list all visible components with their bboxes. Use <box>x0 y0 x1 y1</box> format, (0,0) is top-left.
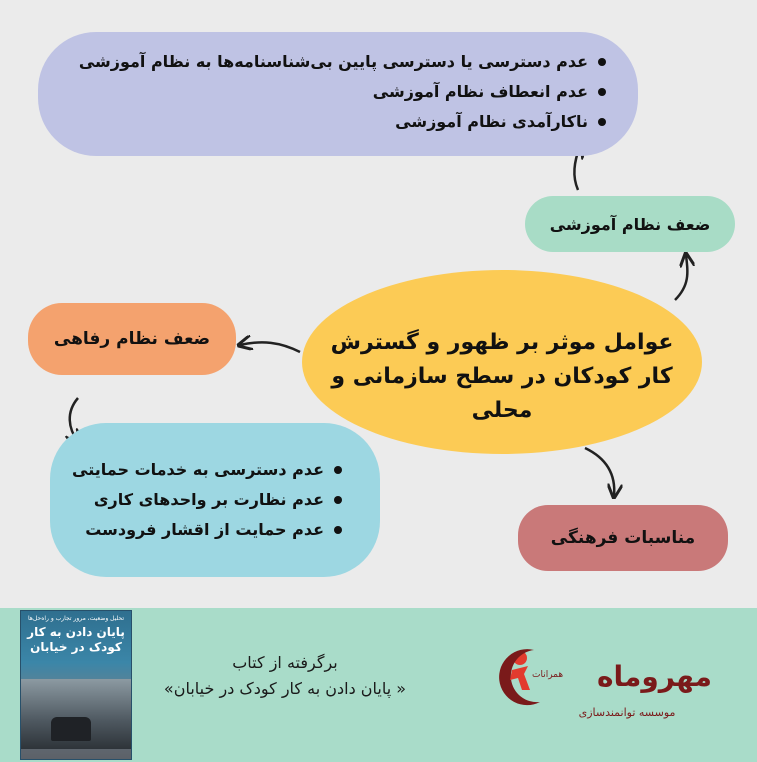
source-credit <box>150 650 420 702</box>
education-label: ضعف نظام آموزشی <box>549 214 711 234</box>
logo-brand-small: همرانات <box>532 670 564 680</box>
arrow-center-to-culture <box>585 448 614 496</box>
credit-line-1: برگرفته از کتاب <box>232 653 338 672</box>
logo-figure-icon <box>490 640 550 720</box>
logo-brand-name: مهروماه <box>596 660 712 693</box>
central-topic-node <box>302 270 702 454</box>
book-cover-title-line-1: پایان دادن به کار <box>27 625 125 639</box>
culture-label: مناسبات فرهنگی <box>550 528 696 548</box>
logo-tagline: موسسه توانمندسازی <box>578 706 676 719</box>
welfare-label: ضعف نظام رفاهی <box>53 329 211 349</box>
arrow-center-to-welfare <box>240 342 300 352</box>
list-item: عدم حمایت از اقشار فرودست <box>60 515 344 545</box>
list-item: عدم انعطاف نظام آموزشی <box>68 77 608 107</box>
list-item: عدم دسترسی به خدمات حمایتی <box>60 455 344 485</box>
arrow-center-to-education <box>675 255 687 300</box>
list-item: ناکارآمدی نظام آموزشی <box>68 107 608 137</box>
list-item: عدم نظارت بر واحدهای کاری <box>60 485 344 515</box>
culture-node <box>518 505 728 571</box>
organization-logo <box>490 636 720 726</box>
central-topic-line-2: کار کودکان در سطح سازمانی و محلی <box>331 364 673 423</box>
welfare-issues-box <box>50 423 380 577</box>
credit-line-2: « پایان دادن به کار کودک در خیابان» <box>163 679 407 698</box>
book-cover-subtitle: تحلیل وضعیت، مرور تجارب و راه‌حل‌ها <box>27 615 125 622</box>
education-issues-list <box>68 47 608 137</box>
book-cover-title <box>27 625 125 655</box>
book-cover-photo <box>21 679 131 749</box>
list-item: عدم دسترسی یا دسترسی پایین بی‌شناسنامه‌ها به نظام آموزشی <box>68 47 608 77</box>
book-cover-title-line-2: کودک در خیابان <box>30 640 122 654</box>
central-topic-line-1: عوامل موثر بر ظهور و گسترش <box>330 330 674 355</box>
book-cover-image <box>20 610 132 760</box>
welfare-node <box>28 303 236 375</box>
welfare-issues-list <box>60 455 344 545</box>
education-node <box>525 196 735 252</box>
education-issues-box <box>38 32 638 156</box>
